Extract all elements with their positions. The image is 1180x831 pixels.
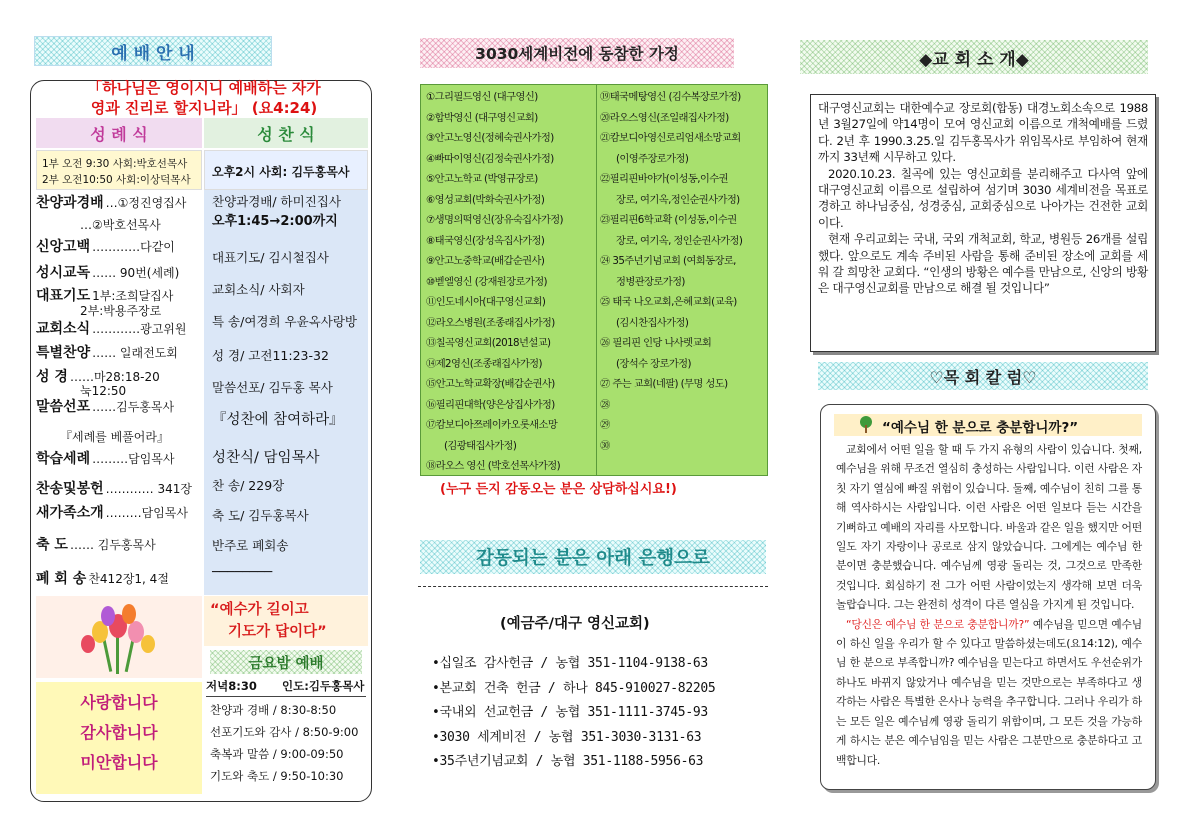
worship-order-row	[36, 318, 202, 338]
friday-item: 기도와 축도 / 9:50-10:30	[210, 769, 344, 783]
column-quote: “당신은 예수님 한 분으로 충분합니까?”	[846, 617, 1030, 631]
vision-divider	[596, 84, 597, 476]
bank-header: 감동되는 분은 아래 은행으로	[420, 540, 766, 574]
communion-item: 축 도/ 김두홍목사	[212, 508, 309, 523]
column-text	[836, 440, 1142, 770]
worship-order-value: 2부:박용주장로	[80, 304, 162, 318]
vision-family: 정병관장로가정)	[616, 275, 685, 288]
communion-title: 성 찬 식	[204, 118, 368, 148]
communion-item: 말씀선포/ 김두홍 목사	[212, 380, 333, 395]
love-line: 미안합니다	[80, 753, 158, 772]
vision-family: ④빠따이영신(김정숙권사가정)	[426, 152, 554, 165]
vision-family: ㉑캄보디아영신로리엄새소망교회	[600, 132, 741, 144]
vision-family: ②합박영신 (대구영신교회)	[426, 111, 538, 124]
worship-order-row	[36, 534, 202, 554]
worship-order-row	[36, 396, 202, 416]
intro-paragraph-3: 현재 우리교회는 국내, 국외 개척교회, 학교, 병원등 26개를 설립했다. 앞으로도 계속 주비된 사람을 통해 준비된 장소에 교회를 세워 갈 희망찬 교회다. “인생의 방황은 예수를 만남으로, 신앙의 방황은 대구영신교회를 만남으로 해결 될 것입니다”	[818, 232, 1148, 296]
account-line: •본교회 건축 헌금 / 하나 845-910027-82205	[432, 680, 716, 696]
intro-text	[818, 100, 1148, 297]
column-header: ♡목 회 칼 럼♡	[818, 362, 1148, 390]
worship-order-value: …………다같이	[92, 240, 175, 254]
vision-family: (김광태집사가정)	[444, 439, 517, 452]
vision-family: ㉚	[600, 439, 610, 452]
communion-item: ────────	[212, 564, 273, 579]
vision-family: 장로, 여기옥, 정인순권사가정)	[616, 234, 743, 247]
communion-item: 반주로 폐회송	[212, 538, 289, 553]
friday-leader: 인도:김두홍목사	[282, 679, 365, 693]
vision-family: ㉒필리핀바야가(이성동,이수권	[600, 173, 728, 185]
column-title: “예수님 한 분으로 충분합니까?”	[882, 420, 1079, 436]
communion-item: 『성찬에 참여하라』	[212, 412, 344, 428]
worship-order-row	[36, 300, 202, 319]
worship-order-row	[36, 262, 202, 282]
tree-icon	[858, 416, 874, 434]
service-time-1: 1부 오전 9:30 사회:박호선목사	[42, 158, 188, 170]
vision-family: ⑬칠곡영신교회(2018년설교)	[426, 337, 551, 349]
motto-line-1: “예수가 길이고	[210, 602, 309, 618]
vision-family: ⑭제2영신(조종래집사가정)	[426, 357, 542, 370]
worship-order-value: 찬412장1, 4절	[88, 572, 169, 586]
worship-order-label: 새가족소개	[36, 505, 104, 521]
vision-header: 3030세계비전에 동참한 가정	[420, 38, 734, 68]
vision-family: ⑱라오스 영신 (박호선목사가정)	[426, 460, 561, 472]
vision-family: (김시찬집사가정)	[616, 316, 689, 329]
vision-family: ㉕ 태국 나오교회,은혜교회(교육)	[600, 296, 737, 308]
vision-family: ⑥영성교회(박화숙권사가정)	[426, 193, 545, 206]
worship-order-row	[36, 342, 202, 362]
vision-family: ⑯필리핀대학(양은상집사가정)	[426, 398, 555, 411]
vision-family: ⑨안고노중학교(배갑순권사)	[426, 255, 545, 267]
worship-order-value: 눅12:50	[80, 384, 127, 398]
vision-family: ⑧태국영신(장성옥집사가정)	[426, 234, 545, 247]
verse-line-2: 영과 진리로 할지니라」 (요4:24)	[90, 99, 318, 117]
vision-family: ⑦생명의떡영신(장유숙집사가정)	[426, 214, 563, 226]
communion-item: 교회소식/ 사회자	[212, 282, 305, 297]
communion-item: 특 송/여경희 우윤옥사랑방	[212, 314, 357, 329]
communion-item: 성 경/ 고전11:23-32	[212, 348, 329, 363]
vision-family: 장로, 여기옥,정인순권사가정)	[616, 193, 740, 206]
vision-family: ㉓필리핀6학교확 (이성동,이수권	[600, 214, 737, 226]
vision-family: ⑳라오스영신(조일래집사가정)	[600, 111, 729, 124]
worship-order-row	[36, 478, 202, 498]
account-line: •십일조 감사헌금 / 농협 351-1104-9138-63	[432, 656, 708, 671]
vision-family: ㉔ 35주년기념교회 (여희동장로,	[600, 255, 736, 267]
bank-divider	[418, 586, 768, 587]
communion-item: 오후1:45→2:00까지	[212, 214, 338, 229]
worship-order-label: 교회소식	[36, 321, 91, 337]
worship-order-label: 폐 회 송	[36, 571, 87, 587]
verse-line-1: 「하나님은 영이시니 예배하는 자가	[87, 79, 321, 97]
vision-note: (누구 든지 감동오는 분은 상담하십시요!)	[440, 482, 677, 497]
friday-divider	[206, 696, 366, 697]
worship-order-value: 1부:조희달집사	[92, 289, 174, 303]
worship-order-label: 성시교독	[36, 265, 91, 281]
column-paragraph-1: 교회에서 어떤 일을 할 때 두 가지 유형의 사람이 있습니다. 첫째, 예수님을 위해 무조건 열심히 충성하는 사람입니다. 이런 사람은 자칫 자기 열심에 빠질 위험이 있습니다. 둘째, 예수님이 친히 그를 통해 역사하시는 사람입니다. 이런 사람은 어떤 일보다 듣는 시간을 기뻐하고 예배의 자리를 사모합니다. 바울과 같은 일을 했지만 어떤 일도 자기 자랑이나 공로로 삼지 않았습니다. 그에게는 예수님 한 분이면 충분했습니다. 예수님께 영광 돌리는 것, 그것으로 만족한 것입니다. 회심하기 전 그가 어떤 사람이었는지 생각해 보면 더욱 놀랍습니다. 그는 완전히 성격이 다른 열심을 가지게 된 것입니다.	[836, 443, 1142, 612]
worship-order-label: 성 경	[36, 369, 68, 385]
vision-family: ⑪인도네시아(대구영신교회)	[426, 296, 546, 308]
worship-order-row	[36, 502, 202, 522]
communion-item: 찬 송/ 229장	[212, 478, 285, 493]
friday-time: 저녁8:30	[206, 679, 257, 693]
account-line: •35주년기념교회 / 농협 351-1188-5956-63	[432, 754, 704, 769]
worship-order-row	[36, 426, 202, 445]
flower-bouquet-image	[36, 596, 202, 678]
worship-order-value: ……마28:18-20	[69, 370, 160, 384]
worship-order-label: 축 도	[36, 537, 68, 553]
worship-order-row	[36, 448, 202, 468]
worship-header: 예 배 안 내	[34, 36, 272, 66]
vision-family: (이영주장로가정)	[616, 152, 689, 165]
worship-order-label: 학습세례	[36, 451, 91, 467]
account-line: •3030 세계비전 / 농협 351-3030-3131-63	[432, 729, 702, 745]
friday-title: 금요밤 예배	[210, 650, 362, 674]
worship-order-label: 말씀선포	[36, 399, 91, 415]
worship-order-value: ………… 341장	[105, 482, 192, 496]
worship-order-value: ……김두홍목사	[92, 400, 175, 414]
worship-order-value: …②박호선목사	[80, 218, 161, 232]
worship-order-label: 대표기도	[36, 288, 91, 304]
vision-family: ③안고노영신(정혜숙권사가정)	[426, 132, 554, 144]
service-time-2: 2부 오전10:50 사회:이상덕목사	[42, 174, 191, 186]
communion-item: 대표기도/ 김시철집사	[212, 250, 329, 265]
friday-item: 선포기도와 감사 / 8:50-9:00	[210, 725, 359, 739]
worship-order-value: ………담임목사	[92, 452, 175, 466]
vision-family: ㉗ 주는 교회(네팔) (무명 성도)	[600, 378, 728, 390]
account-line: •국내외 선교헌금 / 농협 351-1111-3745-93	[432, 705, 708, 720]
worship-order-value: …①정진영집사	[105, 196, 187, 210]
worship-order-value: ………담임목사	[105, 506, 188, 520]
worship-order-label: 찬양과경배	[36, 195, 104, 211]
vision-family: ⑲태국메탕영신 (김수복장로가정)	[600, 91, 741, 103]
worship-order-row	[36, 214, 202, 233]
sacrament-title: 성 례 식	[36, 118, 202, 148]
motto-line-2: 기도가 답이다”	[228, 624, 327, 640]
worship-order-value: …… 김두홍목사	[69, 538, 156, 552]
intro-paragraph-2: 2020.10.23. 칠곡에 있는 영신교회를 분리해주고 다사역 앞에 대구영신교회 이름으로 설립하여 섬기며 3030 세계비전을 목표로 경하고 하나님중심, 성경중심, 교회중심으로 나아가는 건전한 교회이다.	[818, 166, 1148, 230]
worship-order-row	[36, 568, 202, 588]
love-line: 감사합니다	[80, 723, 158, 742]
worship-order-label: 신앙고백	[36, 239, 91, 255]
worship-order-value: …………광고위원	[92, 322, 187, 336]
worship-order-value: …… 90번(세례)	[92, 266, 180, 280]
vision-family: ⑩벧엘영신 (강재원장로가정)	[426, 275, 547, 288]
worship-order-value: …… 일래전도회	[92, 346, 178, 360]
communion-time: 오후2시 사회: 김두홍목사	[212, 165, 350, 179]
worship-order-value: 『세례를 베풀어라』	[60, 430, 169, 444]
vision-family: ①그리필드영신 (대구영신)	[426, 91, 538, 103]
vision-family: ⑰캄보디아쯔레이카오롯새소망	[426, 419, 558, 431]
vision-family: ⑫라오스병원(조종래집사가정)	[426, 316, 555, 329]
column-paragraph-2: 예수님을 믿으면 예수님이 하신 일을 우리가 할 수 있다고 말씀하셨는데도(요14:12), 예수님 한 분으로 부족합니까? 예수님을 믿는다고 하면서도 우선순위가 하나도 바뀌지 않았거나 예수님을 믿는 것만으로는 부족하다고 생각하는 사람은 특별한 은사나 능력을 추구합니다. 그러나 우리가 하는 모든 일은 예수님께 영광 돌리기 위함이며, 그 모든 것을 가능하게 하시는 분은 예수님임을 믿는 사람은 그분만으로 충분하다고 고백합니다.	[836, 617, 1142, 767]
intro-paragraph-1: 대구영신교회는 대한예수교 장로회(합동) 대경노회소속으로 1988년 3월27일에 약14명이 모여 영신교회 이름으로 개척예배를 드렸다. 2년 후 1990.3.25.일 김두홍목사가 위임목사로 부임하여 현재까지 33년째 시무하고 있다.	[818, 101, 1148, 165]
vision-family: ㉘	[600, 398, 610, 411]
worship-order-label: 특별찬양	[36, 345, 91, 361]
vision-family: ㉖ 필리핀 인당 나사렛교회	[600, 337, 712, 349]
friday-item: 축복과 말씀 / 9:00-09:50	[210, 747, 344, 761]
worship-order-label: 찬송및봉헌	[36, 481, 104, 497]
friday-item: 찬양과 경배 / 8:30-8:50	[210, 703, 337, 717]
vision-family: (장석수 장로가정)	[616, 357, 691, 370]
account-holder: (예금주/대구 영신교회)	[500, 616, 650, 632]
worship-order-row	[36, 192, 202, 212]
vision-family: ⑤안고노학교 (박영규장로)	[426, 173, 538, 185]
love-line: 사랑합니다	[80, 693, 158, 712]
communion-item: 성찬식/ 담임목사	[212, 450, 320, 466]
intro-header: ◆교 회 소 개◆	[800, 40, 1148, 74]
communion-item: 찬양과경배/ 하미진집사	[212, 194, 341, 209]
worship-order-row	[36, 236, 202, 256]
vision-family: ㉙	[600, 419, 610, 431]
vision-family: ⑮안고노학교확장(배갑순권사)	[426, 378, 555, 390]
